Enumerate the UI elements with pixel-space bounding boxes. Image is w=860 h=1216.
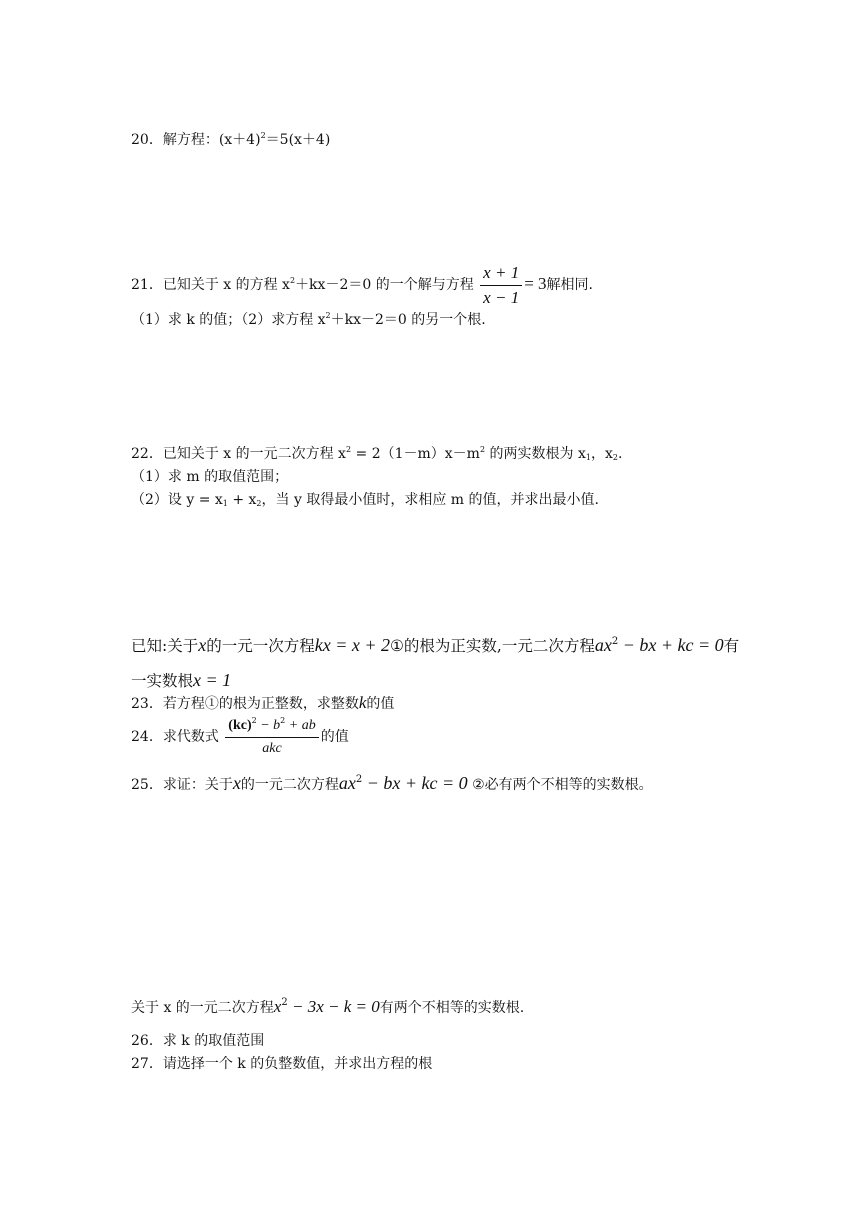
q24-num-b: − b [256, 718, 281, 733]
q24-num-a: (kc) [228, 718, 252, 733]
q26pre-text: 关于 x 的一元二次方程 [131, 1000, 274, 1016]
q24-text: 24．求代数式 [131, 729, 219, 745]
q21-parts-exponent: 2 [325, 311, 331, 320]
q22-text-d: ，x [590, 446, 613, 462]
question-22-part-1 [131, 468, 288, 486]
q25-text: 25．求证：关于 [131, 777, 233, 793]
q23-text: 23．若方程①的根为正整数，求整数 [131, 696, 359, 712]
q21-parts-text-b: ＋kx－2＝0 的另一个根. [330, 312, 486, 328]
q21-exponent: 2 [289, 276, 296, 285]
q20-lhs: (x＋4) [218, 132, 261, 148]
given-var-x: x [198, 635, 207, 655]
q22-text-b: = 2（1－m）x－m [351, 446, 480, 462]
q26pre-tail: 有两个不相等的实数根. [379, 1000, 525, 1016]
q20-rhs: ＝5(x＋4) [265, 132, 331, 148]
q22-text-a: 22．已知关于 x 的一元二次方程 x [131, 446, 346, 462]
given-text-b: 的一元一次方程 [206, 637, 315, 655]
question-27 [131, 1055, 432, 1073]
question-22-part-2 [131, 491, 599, 509]
q25-tail: ②必有两个不相等的实数根。 [467, 777, 653, 793]
given-statement-line-2 [131, 671, 231, 690]
given-equation-2-b: − bx + kc = 0 [618, 635, 724, 655]
q20-number: 20．解方程： [131, 132, 219, 148]
q22-subscript-1: 1 [585, 453, 591, 462]
q25-equation-exponent: 2 [355, 774, 363, 785]
q24-num-c: + ab [285, 718, 316, 733]
q26-text: 26．求 k 的取值范围 [131, 1033, 265, 1049]
q22-part2-text-b: + x [227, 492, 257, 508]
question-23 [131, 694, 394, 713]
question-25 [131, 774, 653, 794]
q21-text-a: 21．已知关于 x 的方程 x [131, 277, 290, 293]
q25-text-b: 的一元二次方程 [240, 777, 339, 793]
given-text-a: 已知:关于 [131, 637, 199, 655]
q22-text-c: 的两实数根为 x [485, 446, 586, 462]
q21-text-b: ＋kx－2＝0 的一个解与方程 [295, 277, 474, 293]
question-21 [131, 262, 593, 308]
question-20 [131, 131, 330, 149]
given-equation-2-a: ax [594, 635, 612, 655]
q21-frac-numerator: x + 1 [480, 263, 522, 286]
question-24 [131, 716, 349, 758]
q21-frac-denominator: x − 1 [483, 287, 520, 307]
q22-text-e: . [617, 446, 623, 462]
given-statement [131, 636, 739, 655]
q21-text-c: 解相同. [546, 277, 593, 293]
q25-var-x: x [232, 773, 241, 793]
q26pre-equation-b: − 3x − k = 0 [287, 997, 380, 1016]
q22-part1-text: （1）求 m 的取值范围； [131, 469, 289, 485]
q22-exponent-2: 2 [479, 445, 486, 454]
q24-num-exponent-2: 2 [280, 716, 286, 725]
q22-subscript-2: 2 [612, 453, 618, 462]
q23-var-k: k [358, 693, 367, 712]
given-text-d: 有 [723, 637, 740, 655]
q20-exponent: 2 [260, 131, 266, 140]
question-22 [131, 445, 622, 463]
q23-tail: 的值 [366, 696, 395, 712]
question-26-preamble [131, 998, 524, 1017]
given-line2-equation: x = 1 [193, 670, 232, 690]
question-26 [131, 1032, 264, 1050]
q24-fraction [225, 716, 318, 758]
q26pre-equation-exponent: 2 [281, 997, 288, 1008]
q22-part2-subscript-1: 1 [222, 499, 228, 508]
q24-tail: 的值 [320, 729, 349, 745]
q21-eq-rhs: = 3 [524, 274, 547, 293]
q22-part2-text-c: ，当 y 取得最小值时，求相应 m 的值，并求出最小值. [261, 492, 599, 508]
q24-frac-numerator [225, 716, 318, 738]
question-21-parts [131, 311, 486, 329]
q25-equation-a: ax [338, 773, 356, 793]
q21-fraction [480, 263, 522, 308]
given-text-c: ①的根为正实数,一元二次方程 [390, 637, 595, 655]
q22-part2-subscript-2: 2 [256, 499, 262, 508]
q26pre-equation-a: x [273, 997, 282, 1016]
given-equation-1: kx = x + 2 [314, 635, 391, 655]
q22-exponent-1: 2 [345, 445, 352, 454]
given-equation-2-exponent: 2 [611, 636, 619, 647]
q22-part2-text-a: （2）设 y = x [131, 492, 223, 508]
q24-num-exponent: 2 [251, 716, 257, 725]
given-line2-text: 一实数根 [131, 672, 194, 690]
q27-text: 27．请选择一个 k 的负整数值，并求出方程的根 [131, 1056, 433, 1072]
q25-equation-b: − bx + kc = 0 [362, 773, 468, 793]
q21-parts-text-a: （1）求 k 的值；（2）求方程 x [131, 312, 326, 328]
q24-frac-denominator: akc [262, 741, 282, 756]
